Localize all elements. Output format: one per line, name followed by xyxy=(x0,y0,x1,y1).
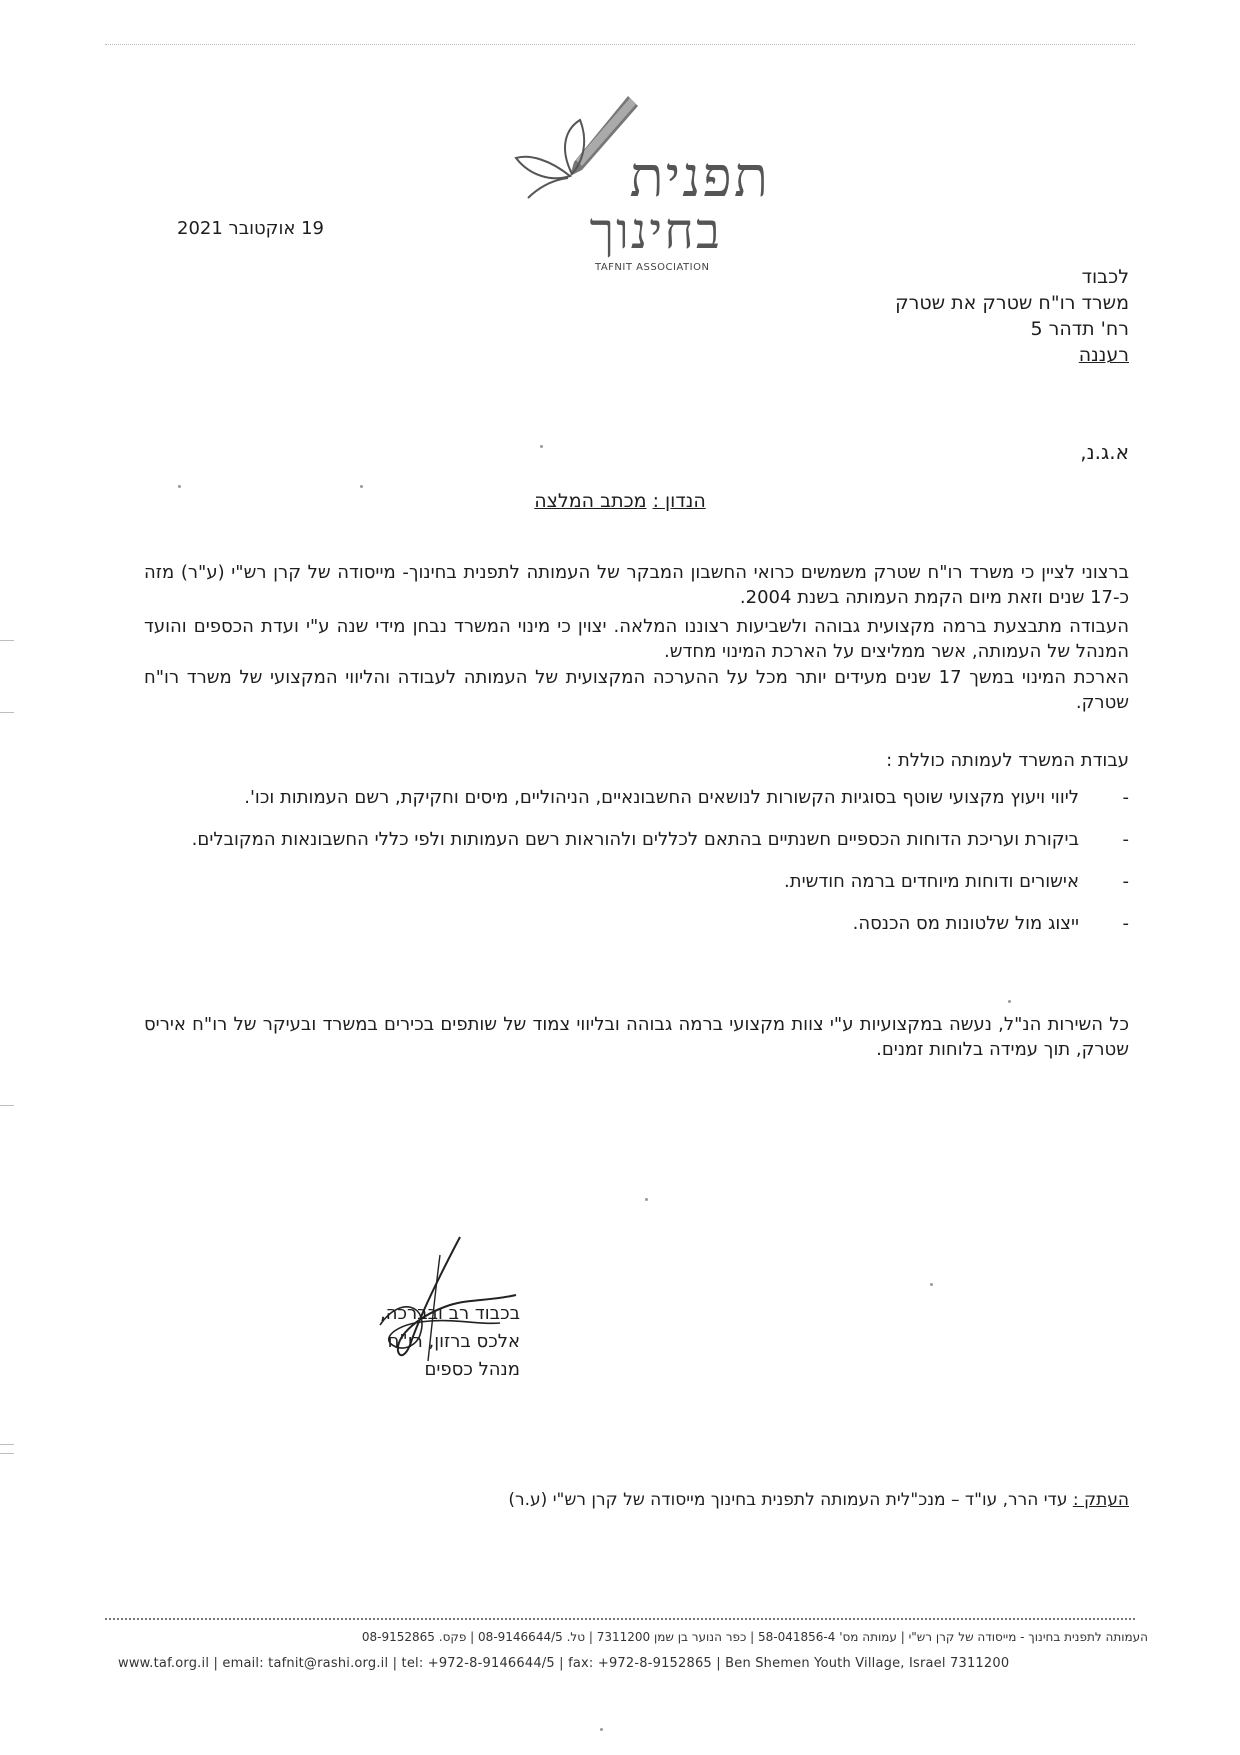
paragraph: ברצוני לציין כי משרד רו"ח שטרק משמשים כרואי החשבון המבקר של העמותה לתפנית בחינוך- מייסודה של קרן רש"י (ע"ר) מזה כ-17 שנים וזאת מיום הקמת העמותה בשנת 2004. xyxy=(144,562,1129,608)
bullet-dash: - xyxy=(1122,829,1129,850)
scan-speck xyxy=(178,485,181,488)
recipient-line: משרד רו"ח שטרק את שטרק xyxy=(895,292,1129,314)
footer-hebrew: העמותה לתפנית בחינוך - מייסודה של קרן רש"י | עמותה מס' 58-041856-4 | כפר הנוער בן שמן 7311200 | טל. 08-9146644/5 | פקס. 08-9152865 xyxy=(361,1630,1148,1644)
recipient-line: לכבוד xyxy=(1081,266,1129,288)
signer-name: אלכס ברזון, רו"ח xyxy=(387,1331,520,1352)
recipient-address xyxy=(895,264,1129,368)
subject-line xyxy=(0,490,1240,512)
copy-label: העתק : xyxy=(1072,1490,1129,1510)
list-item-text: אישורים ודוחות מיוחדים ברמה חודשית. xyxy=(784,871,1079,892)
subject-prefix: הנדון : xyxy=(652,490,706,512)
scan-speck xyxy=(645,1198,648,1201)
services-list xyxy=(144,785,1129,953)
scan-edge-mark xyxy=(0,712,14,713)
greeting: א.ג.נ, xyxy=(1080,440,1129,464)
scan-edge-mark xyxy=(0,1444,14,1445)
logo-title: תפנית xyxy=(629,145,770,210)
footer-english: www.taf.org.il | email: tafnit@rashi.org.il | tel: +972-8-9146644/5 | fax: +972-8-9152865 | Ben Shemen Youth Village, Israel 7311200 xyxy=(118,1656,1010,1671)
signature-block xyxy=(280,1300,520,1384)
list-item xyxy=(144,827,1129,852)
bullet-dash: - xyxy=(1122,871,1129,892)
list-item-text: ייצוג מול שלטונות מס הכנסה. xyxy=(852,913,1079,934)
paragraph: העבודה מתבצעת ברמה מקצועית גבוהה ולשביעות רצוננו המלאה. יצוין כי מינוי המשרד נבחן מידי שנה ע"י ועדת הכספים והועד המנהל של העמותה, אשר ממליצים על הארכת המינוי מחדש. xyxy=(144,616,1129,662)
subject-title: מכתב המלצה xyxy=(534,490,647,512)
list-item-text: ביקורת ועריכת הדוחות הכספיים חשנתיים בהתאם לכללים ולהוראות רשם העמותות ולפי כללי החשבונאות המקובלים. xyxy=(191,829,1079,850)
logo-tagline: TAFNIT ASSOCIATION xyxy=(595,262,710,273)
scan-speck xyxy=(360,485,363,488)
letter-date: 19 אוקטובר 2021 xyxy=(177,218,325,239)
signer-title: מנהל כספים xyxy=(424,1359,520,1380)
tafnit-logo xyxy=(510,90,770,273)
scan-edge-mark xyxy=(0,1105,14,1106)
list-item xyxy=(144,869,1129,894)
closing-text: בכבוד רב ובברכה, xyxy=(380,1303,520,1324)
services-heading: עבודת המשרד לעמותה כוללת : xyxy=(886,750,1129,771)
recipient-city: רעננה xyxy=(1078,344,1129,366)
top-scan-line xyxy=(105,44,1135,45)
scan-speck xyxy=(600,1728,603,1731)
recipient-line: רח' תדהר 5 xyxy=(1030,318,1129,340)
scan-speck xyxy=(540,445,543,448)
bullet-dash: - xyxy=(1122,787,1129,808)
list-item xyxy=(144,785,1129,810)
scan-edge-mark xyxy=(0,1453,14,1454)
scan-speck xyxy=(1008,1000,1011,1003)
logo-subtitle: בחינוך xyxy=(589,202,722,260)
copy-text: עדי הרר, עו"ד – מנכ"לית העמותה לתפנית בחינוך מייסודה של קרן רש"י (ע.ר) xyxy=(508,1490,1068,1510)
paragraph: כל השירות הנ"ל, נעשה במקצועיות ע"י צוות מקצועי ברמה גבוהה ובליווי צמוד של שותפים בכירים במשרד ובעיקר של רו"ח איריס שטרק, תוך עמידה בלוחות זמנים. xyxy=(144,1014,1129,1060)
copy-line xyxy=(508,1490,1129,1510)
list-item-text: ליווי ויעוץ מקצועי שוטף בסוגיות הקשורות לנושאים החשבונאיים, הניהוליים, מיסים וחקיקת, רשם העמותות וכו'. xyxy=(244,787,1079,808)
scan-edge-mark xyxy=(0,640,14,641)
list-item xyxy=(144,911,1129,936)
scan-speck xyxy=(930,1283,933,1286)
bullet-dash: - xyxy=(1122,913,1129,934)
paragraph: הארכת המינוי במשך 17 שנים מעידים יותר מכל על ההערכה המקצועית של העמותה לעבודה והליווי המקצועי של משרד רו"ח שטרק. xyxy=(144,667,1129,713)
footer-divider xyxy=(105,1618,1135,1620)
